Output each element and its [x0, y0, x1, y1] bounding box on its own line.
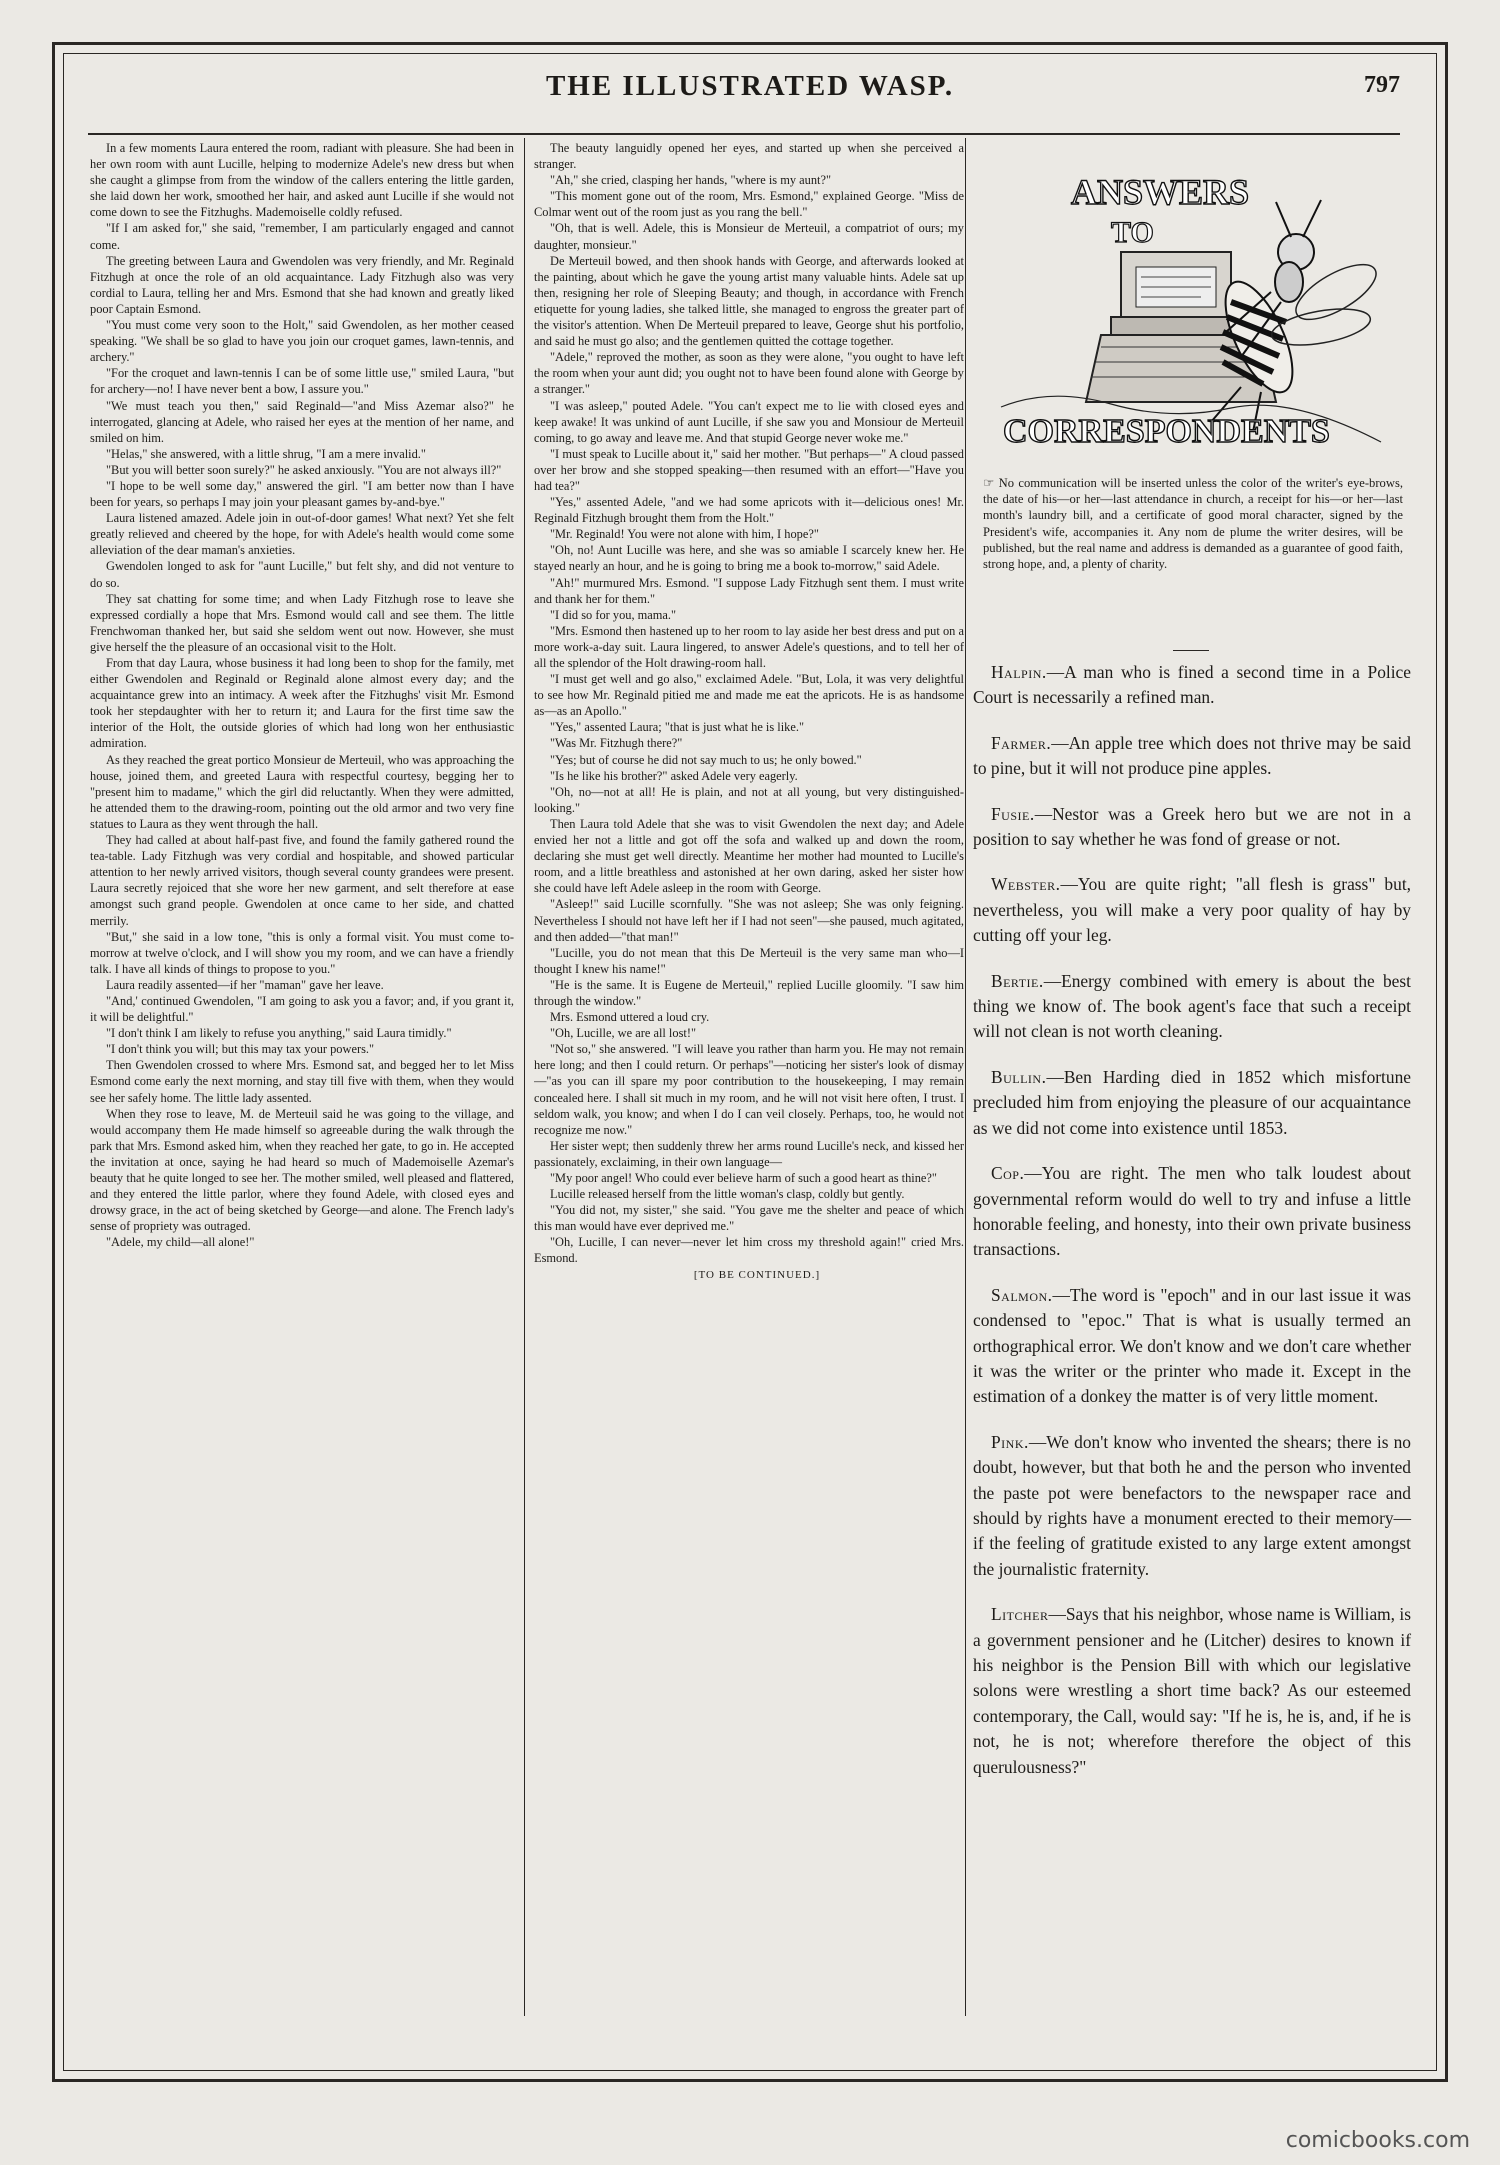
answer-recipient: Salmon. [991, 1284, 1053, 1305]
answer-recipient: Bullin. [991, 1066, 1047, 1087]
correspondents-column [973, 140, 1411, 2020]
page-header [60, 66, 1440, 116]
story-paragraph: Laura listened amazed. Adele join in out-of-door games! What next? Yet she felt greatly relieved and cheered by the hope, for with Adele's health would come some alleviation of the dear maman's anxieties. [90, 511, 514, 558]
story-paragraph: "He is the same. It is Eugene de Merteuil," replied Lucille gloomily. "I saw him through the window." [534, 977, 964, 1008]
story-paragraph: "Mr. Reginald! You were not alone with him, I hope?" [550, 527, 819, 542]
story-paragraph: "If I am asked for," she said, "remember, I am particularly engaged and cannot come. [90, 221, 514, 252]
story-paragraph: "Oh, Lucille, we are all lost!" [550, 1026, 697, 1041]
answer-recipient: Bertie. [991, 970, 1044, 991]
story-paragraph: The beauty languidly opened her eyes, and started up when she perceived a stranger. [534, 141, 964, 172]
answer-text: —Nestor was a Greek hero but we are not in a position to say whether he was fond of grease or not. [973, 803, 1411, 850]
story-column-1 [90, 140, 514, 2020]
story-paragraph: They had called at about half-past five, and found the family gathered round the tea-table. Lady Fitzhugh was very cordial and hospitable, and showed particular attention to her newly arrived visitors, though several county grandees were present. Laura secretly rejoiced that she wore her new garment, and selt therefore at ease amongst such grand people. Gwendolen at once came to her side, and chatted merrily. [90, 833, 514, 928]
story-paragraph: From that day Laura, whose business it had long been to shop for the family, met either Gwendolen and Reginald or Reginald alone almost every day; and the acquaintance grew into an intimacy. A week after the Fitzhughs' visit Mr. Esmond took her stepdaughter with her to return it; and Laura for the first time saw the interior of the Holt, the outside glories of which had long won her enthusiastic admiration. [90, 656, 514, 751]
page-number: 797 [1364, 72, 1400, 98]
answer-item [973, 1602, 1411, 1780]
answer-item [973, 1283, 1411, 1410]
story-paragraph: "Lucille, you do not mean that this De Merteuil is the very same man who—I thought I knew his name!" [534, 945, 964, 976]
answer-text: —An apple tree which does not thrive may be said to pine, but it will not produce pine apples. [973, 732, 1411, 779]
story-paragraph: "But you will better soon surely?" he asked anxiously. "You are not always ill?" [106, 462, 502, 477]
story-paragraph: "I must speak to Lucille about it," said her mother. "But perhaps—" A cloud passed over her brow and she stopped speaking—then resumed with an effort—"Have you had tea?" [534, 446, 964, 493]
story-column-2 [534, 140, 964, 2020]
story-paragraph: "I don't think you will; but this may tax your powers." [106, 1042, 375, 1057]
story-paragraph: Her sister wept; then suddenly threw her arms round Lucille's neck, and kissed her passionately, exclaiming, in their own language— [534, 1138, 964, 1169]
answers-list [973, 660, 1411, 1800]
answer-text: —You are quite right; "all flesh is grass" but, nevertheless, you will make a very poor quality of hay by cutting off your leg. [973, 874, 1411, 946]
story-paragraph: "We must teach you then," said Reginald—"and Miss Azemar also?" he interrogated, glancing at Adele, who raised her eyes at the mention of her name, and smiled on him. [90, 398, 514, 445]
story-paragraph: "Ah," she cried, clasping her hands, "where is my aunt?" [550, 173, 832, 188]
answer-text: —A man who is fined a second time in a Police Court is necessarily a refined man. [973, 662, 1411, 708]
story-paragraph: "My poor angel! Who could ever believe harm of such a good heart as thine?" [550, 1171, 937, 1185]
answer-text: —The word is "epoch" and in our last issue it was condensed to "epoc." That is what is usually termed an orthographical error. We don't know and we don't care whether it was the writer or the printer who made it. Except in the estimation of a donkey the matter is of very little moment. [973, 1284, 1411, 1407]
separator-rule [1173, 650, 1209, 651]
answer-recipient: Halpin. [991, 662, 1047, 682]
story-paragraph: They sat chatting for some time; and when Lady Fitzhugh rose to leave she expressed cordially a hope that Mrs. Esmond would call and see them. The little Frenchwoman thanked her, but said she seldom went out now. However, she must give herself the the pleasure of an occasional visit to the Holt. [90, 591, 514, 654]
story-paragraph: "I don't think I am likely to refuse you anything," said Laura timidly." [106, 1026, 452, 1041]
story-paragraph: Mrs. Esmond uttered a loud cry. [550, 1010, 710, 1025]
story-paragraph: "Helas," she answered, with a little shrug, "I am a mere invalid." [106, 446, 426, 461]
answer-recipient: Litcher [991, 1604, 1049, 1625]
story-paragraph: "This moment gone out of the room, Mrs. Esmond," explained George. "Miss de Colmar went out of the room just as you rang the bell." [534, 189, 964, 220]
notice-text: No communication will be inserted unless the color of the writer's eye-brows, the date of his—or her—last attendance in church, a receipt for his—or her—last month's laundry bill, and a certificate of good moral character, signed by the President's wife, accompanies it. Any nom de plume the writer desires, will be published, but the real name and address is demanded as a guarantee of good faith, strong hope, and, a plenty of charity. [983, 476, 1403, 572]
answer-recipient: Webster. [991, 874, 1061, 895]
answer-item [973, 802, 1411, 853]
notice-paragraph [983, 475, 1403, 572]
story-paragraph: Then Gwendolen crossed to where Mrs. Esmond sat, and begged her to let Miss Esmond come early the next morning, and stay till five with them, when they would see her safely home. The little lady assented. [90, 1058, 514, 1105]
story-paragraph: "Was Mr. Fitzhugh there?" [550, 736, 683, 751]
answer-text: —Says that his neighbor, whose name is William, is a government pensioner and he (Litcher) desires to known if his neighbor is the Pension Bill with which our legislative solons were wrestling a short time back? As our esteemed contemporary, the Call, would say: "If he is, he is, and, if he is not, he is not; wherefore therefore the object of this querulousness?" [973, 1604, 1411, 1777]
story-paragraph: "I hope to be well some day," answered the girl. "I am better now than I have been for years, so perhaps I may join your pleasant games by-and-bye." [90, 478, 514, 510]
story-paragraph: Laura readily assented—if her "maman" gave her leave. [106, 977, 384, 992]
masthead: THE ILLUSTRATED WASP. [545, 70, 955, 102]
story-paragraph: The greeting between Laura and Gwendolen was very friendly, and Mr. Reginald Fitzhugh at once the role of an old acquaintance. Lady Fitzhugh also was very cordial to Laura, telling her and Mrs. Esmond that she had known and greatly liked poor Captain Esmond. [90, 253, 514, 316]
story-paragraph: De Merteuil bowed, and then shook hands with George, and afterwards looked at the painting, about which he gave the young artist many valuable hints. Adele sat up then, resigning her role of Sleeping Beauty; and though, in accordance with French etiquette for young ladies, she talked little, she managed to engross the greater part of the visitor's attention. When De Merteuil prepared to leave, George shut his portfolio, and said he must go also; and the gentlemen quitted the cottage together. [534, 253, 964, 349]
answer-text: —Energy combined with emery is about the best thing we know of. The book agent's face that such a receipt will not clean is not worth cleaning. [973, 970, 1411, 1042]
story-paragraph: Then Laura told Adele that she was to visit Gwendolen the next day; and Adele envied her not a little and got off the sofa and walked up and down the room, declaring she must get well directly. Meantime her mother had mounted to Lucille's room, and a little breathless and astonished at her own daring, asked her sister how she could have left Adele asleep in the room with George. [534, 816, 964, 896]
column-divider [524, 138, 525, 2016]
answer-item [973, 872, 1411, 948]
story-paragraph: "Ah!" murmured Mrs. Esmond. "I suppose Lady Fitzhugh sent them. I must write and thank her for them." [534, 575, 964, 606]
story-paragraph: "Yes," assented Adele, "and we had some apricots with it—delicious ones! Mr. Reginald Fitzhugh brought them from the Holt." [534, 495, 964, 526]
story-paragraph: When they rose to leave, M. de Merteuil said he was going to the village, and would accompany them He made himself so agreeable during the walk through the park that Mrs. Esmond asked him, when they reached her gate, to go in. He accepted the invitation at once, saying he had heard so much of Mademoiselle Azemar's beauty that he quite longed to see her. The mother smiled, well pleased and flattered, and they entered the little parlor, where they found Adele, with closed eyes and drowsy grace, in the act of being sketched by George—and alone. The French lady's sense of propriety was outraged. [90, 1106, 514, 1234]
story-paragraph: "Is he like his brother?" asked Adele very eagerly. [550, 768, 798, 783]
answer-recipient: Farmer. [991, 732, 1052, 753]
story-paragraph: "You did not, my sister," she said. "You gave me the shelter and peace of which this man would have ever deprived me." [534, 1203, 964, 1234]
answer-item [973, 660, 1411, 711]
banner-answers: ANSWERS [1071, 172, 1250, 212]
story-paragraph: "Not so," she answered. "I will leave you rather than harm you. He may not remain here long; and then I could return. Or perhaps"—noticing her sister's look of dismay—"as you can ill spare my poor contribution to the housekeeping, I may remain concealed here. I shall sit much in my room, and he will not visit here often, I trust. I seldom walk, you know; and when I do I can veil closely. Perhaps, too, he would not recognize me now." [534, 1042, 964, 1137]
banner-to: TO [1111, 216, 1154, 249]
story-paragraph: "Adele, my child—all alone!" [106, 1235, 255, 1250]
wasp-illustration [991, 142, 1391, 462]
story-paragraph: "Oh, that is well. Adele, this is Monsieur de Merteuil, a compatriot of ours; my daughter, monsieur." [534, 221, 964, 252]
story-paragraph: As they reached the great portico Monsieur de Merteuil, who was approaching the house, joined them, and greeted Laura with respectful courtesy, begging her to "present him to madame," which the girl did reluctantly. When they were admitted, he attended them to the drawing-room, pointing out the old armor and two very fine statues to Laura as they went through the hall. [90, 752, 514, 831]
story-paragraph: "You must come very soon to the Holt," said Gwendolen, as her mother ceased speaking. "We shall be so glad to have you join our croquet games, lawn-tennis, and archery." [90, 318, 514, 365]
answer-text: —We don't know who invented the shears; there is no doubt, however, but that both he and the person who invented the paste pot were benefactors to the newspaper race and should by rights have a monument erected to their memory—if the feeling of gratitude existed to any large extent amongst the journalistic fraternity. [973, 1431, 1411, 1579]
answer-item [973, 731, 1411, 782]
answer-item [973, 969, 1411, 1045]
story-paragraph: "Mrs. Esmond then hastened up to her room to lay aside her best dress and put on a more work-a-day suit. Laura lingered, to answer Adele's questions, and to tell her of all the splendor of the Holt drawing-room hall. [534, 623, 964, 670]
story-paragraph: "And,' continued Gwendolen, "I am going to ask you a favor; and, if you grant it, it will be delightful." [90, 993, 514, 1025]
story-paragraph: "But," she said in a low tone, "this is only a formal visit. You must come to-morrow at twelve o'clock, and I will show you my room, and we can have a friendly talk. I have all kinds of things to propose to you." [90, 929, 514, 976]
story-paragraph: "Yes; but of course he did not say much to us; he only bowed." [550, 752, 862, 767]
story-paragraph: "Oh, no! Aunt Lucille was here, and she was so amiable I scarcely knew her. He stayed nearly an hour, and he is going to bring me a book to-morrow," said Adele. [534, 543, 964, 574]
story-paragraph: "I must get well and go also," exclaimed Adele. "But, Lola, it was very delightful to see how Mr. Reginald pitied me and made me eat the apricots. He is as handsome as—as an Apollo." [534, 672, 964, 719]
header-rule [88, 133, 1400, 135]
answer-item [973, 1430, 1411, 1582]
answer-text: —Ben Harding died in 1852 which misfortune precluded him from enjoying the pleasure of our acquaintance as we did not come into existence until 1853. [973, 1066, 1411, 1138]
pointing-hand-icon: ☞ [983, 475, 995, 490]
banner-correspondents: CORRESPONDENTS [1003, 413, 1330, 450]
story-paragraph: "Oh, no—not at all! He is plain, and not at all young, but very distinguished-looking." [534, 784, 964, 815]
watermark: comicbooks.com [1285, 2128, 1470, 2153]
story-paragraph: Lucille released herself from the little woman's clasp, coldly but gently. [550, 1187, 905, 1202]
story-paragraph: "Adele," reproved the mother, as soon as they were alone, "you ought to have left the room when your aunt did; you ought not to have been found alone with George by a stranger." [534, 350, 964, 397]
to-be-continued: [TO BE CONTINUED.] [693, 1268, 821, 1281]
answer-text: —You are right. The men who talk loudest about governmental reform would do well to try and infuse a little honorable feeling, and honesty, into their own private business transactions. [973, 1163, 1411, 1260]
answer-recipient: Pink. [991, 1431, 1029, 1452]
story-paragraph: "Oh, Lucille, I can never—never let him cross my threshold again!" cried Mrs. Esmond. [534, 1235, 964, 1266]
story-paragraph: "Yes," assented Laura; "that is just what he is like." [550, 720, 805, 735]
column-divider [965, 138, 966, 2016]
story-paragraph: "I was asleep," pouted Adele. "You can't expect me to lie with closed eyes and keep awake! It was unkind of aunt Lucille, if she saw you and Monsiour de Merteuil coming, to go away and leave me. And that stupid George never woke me." [534, 398, 964, 445]
story-paragraph: "I did so for you, mama." [550, 607, 677, 622]
story-paragraph: Gwendolen longed to ask for "aunt Lucille," but felt shy, and did not venture to do so. [90, 559, 514, 590]
story-paragraph: "Asleep!" said Lucille scornfully. "She was not asleep; She was only feigning. Nevertheless I should not have left her if I had not seen"—she paused, much agitated, and then added—"that man!" [534, 897, 964, 944]
answer-item [973, 1161, 1411, 1263]
story-paragraph: "For the croquet and lawn-tennis I can be of some little use," smiled Laura, "but for archery—no! I have never bent a bow, I assure you." [90, 366, 514, 397]
answer-recipient: Fusie. [991, 803, 1035, 824]
story-paragraph: In a few moments Laura entered the room, radiant with pleasure. She had been in her own room with aunt Lucille, helping to modernize Adele's new dress but when she caught a glimpse from from the window of the callers entering the little garden, she laid down her work, smoothed her hair, and asked aunt Lucille if she would not come down to see the Fitzhughs. Mademoiselle coldly refused. [90, 141, 514, 220]
answer-item [973, 1065, 1411, 1141]
answer-recipient: Cop. [991, 1163, 1025, 1184]
